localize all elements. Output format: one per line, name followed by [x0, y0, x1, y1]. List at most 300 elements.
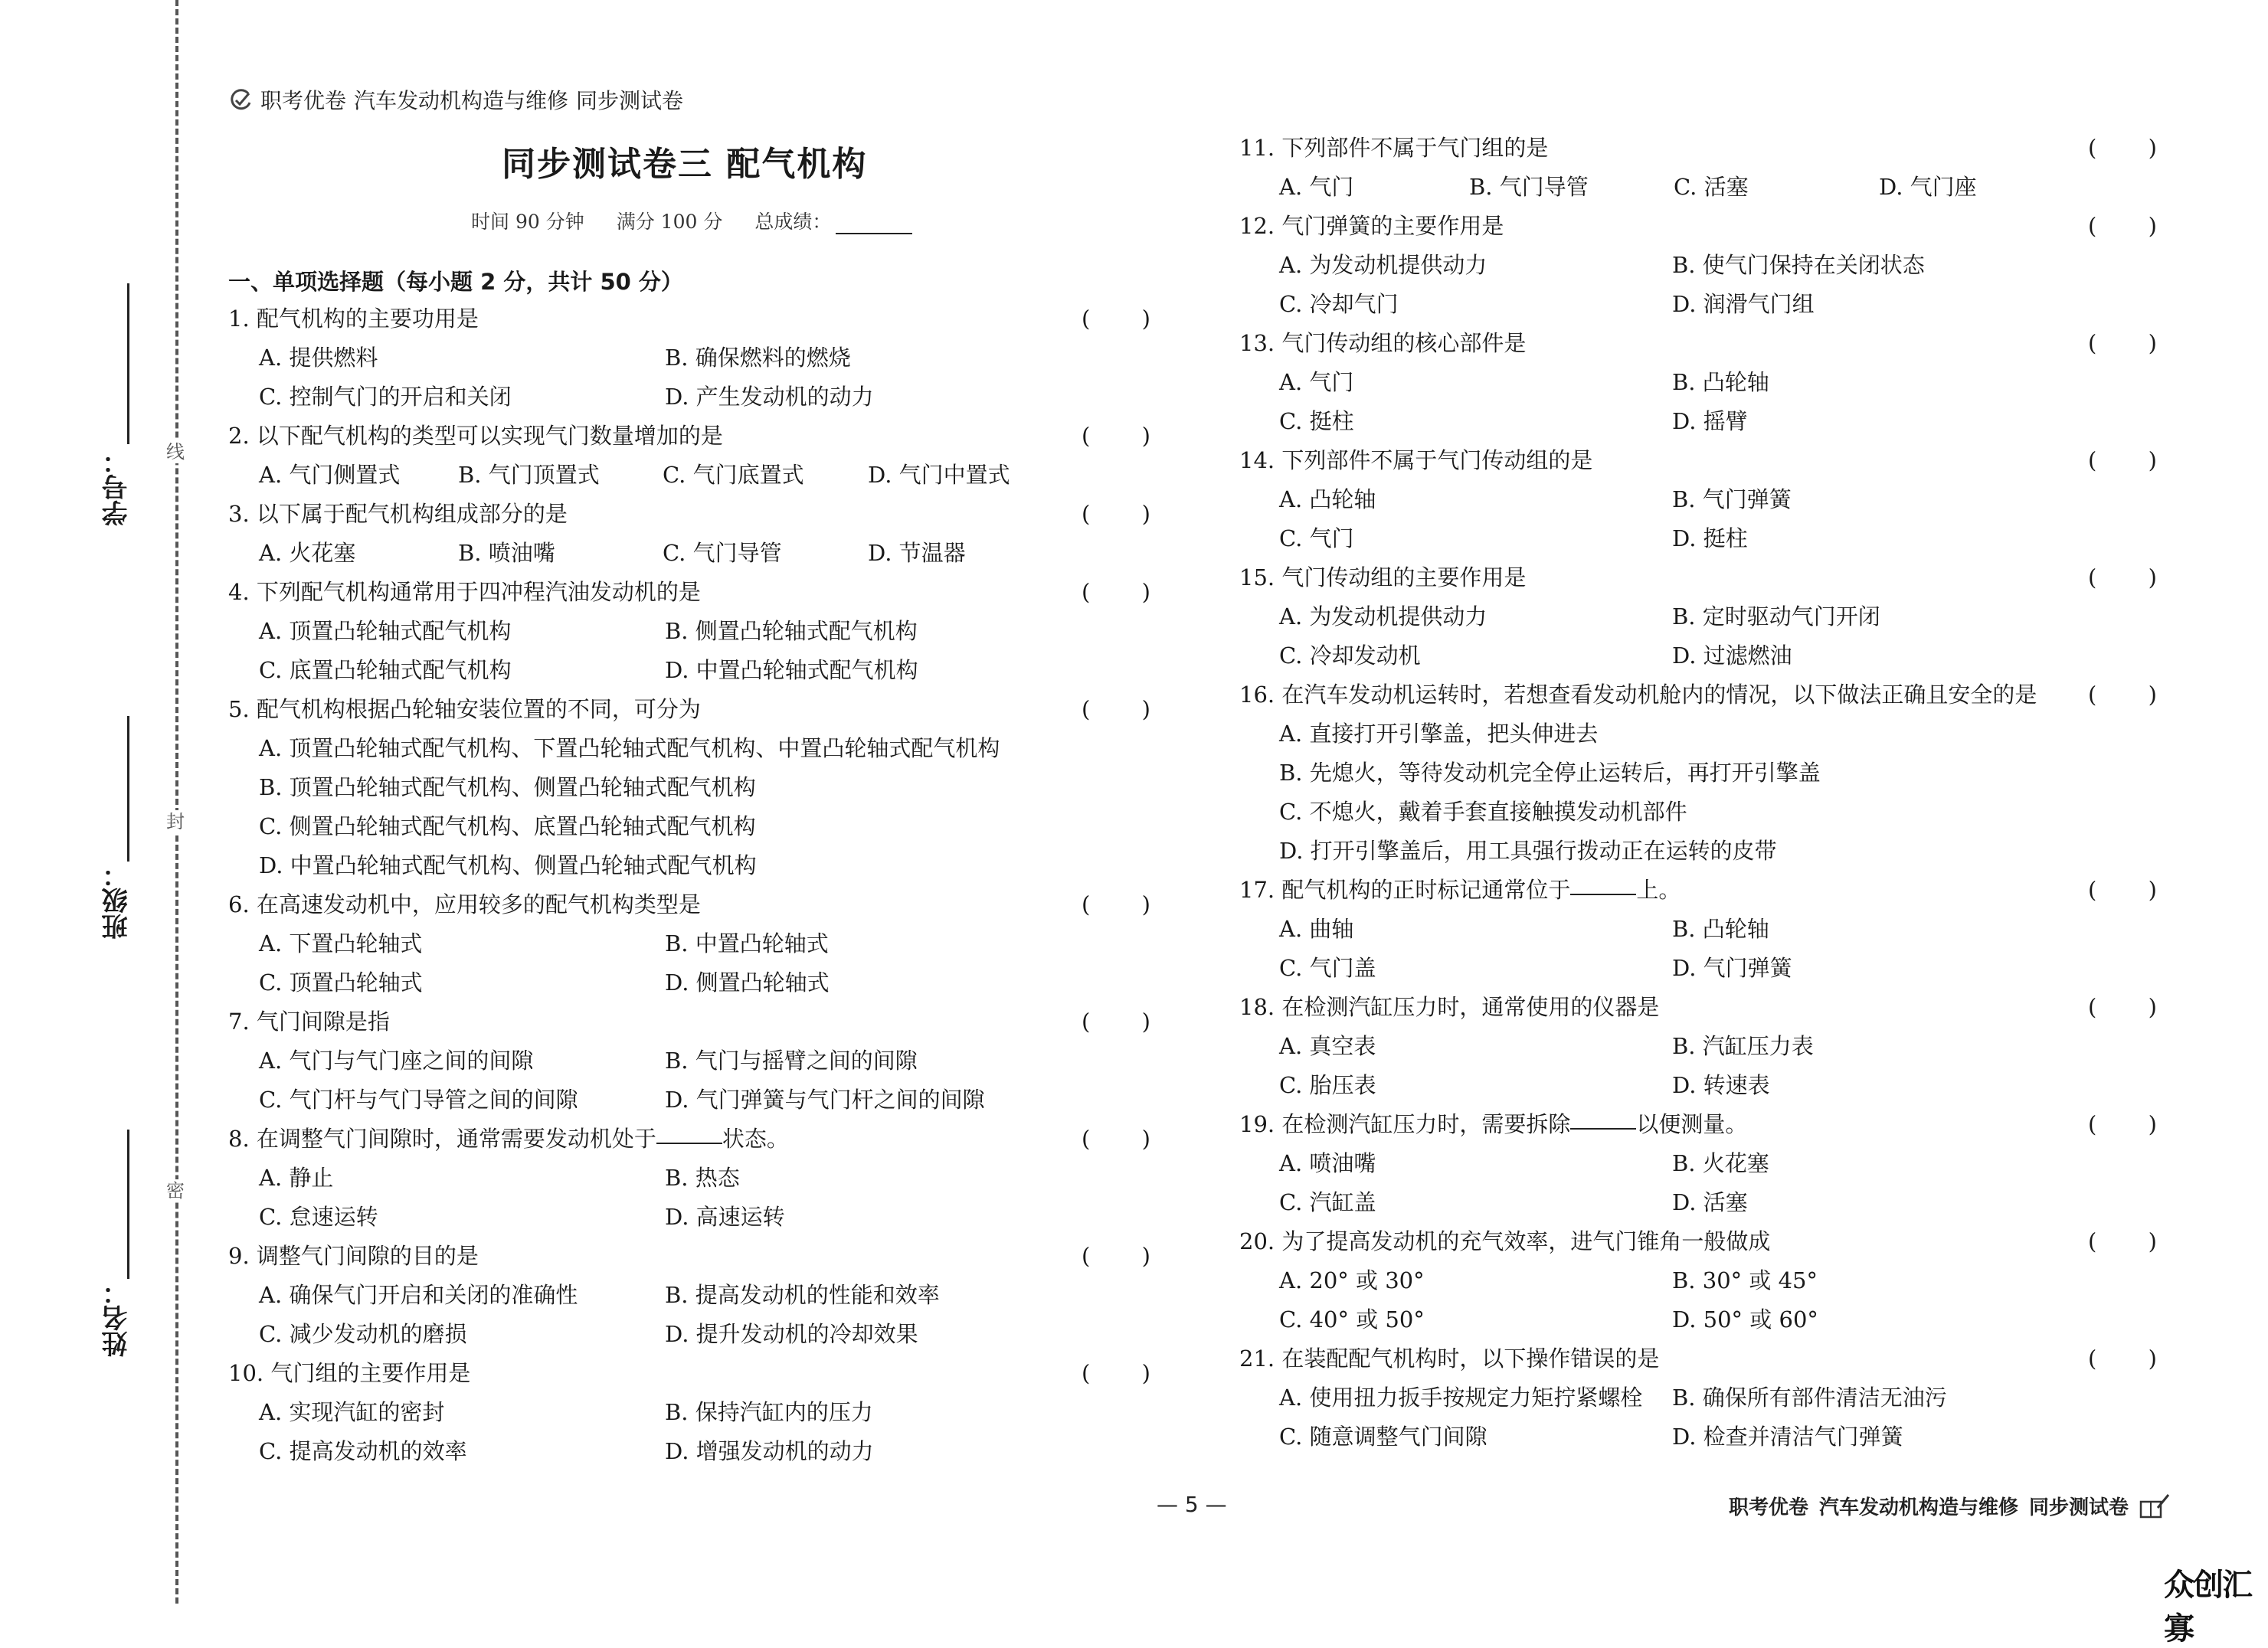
option-B[interactable]: B. 凸轮轴	[1672, 916, 1769, 942]
option-B[interactable]: B. 提高发动机的性能和效率	[665, 1282, 940, 1308]
option-row	[228, 1159, 1158, 1198]
option-row	[1239, 636, 2165, 675]
option-row	[1239, 285, 2165, 324]
answer-paren-close: )	[2148, 1228, 2157, 1254]
question-number: 15.	[1239, 564, 1275, 590]
question-stem	[1239, 1105, 2165, 1144]
answer-box[interactable]	[2088, 558, 2157, 597]
question-number: 18.	[1239, 994, 1275, 1020]
answer-box[interactable]	[1082, 495, 1150, 534]
answer-paren-close: )	[1141, 579, 1150, 605]
option-A[interactable]: A. 火花塞	[259, 540, 356, 566]
option-C[interactable]: C. 挺柱	[1279, 408, 1354, 434]
question-stem	[1239, 988, 2165, 1027]
answer-paren-close: )	[2148, 135, 2157, 161]
option-row	[228, 1276, 1158, 1315]
question-text: 气门组的主要作用是	[270, 1360, 471, 1386]
option-A[interactable]: A. 确保气门开启和关闭的准确性	[259, 1282, 578, 1308]
question-number: 5.	[228, 696, 250, 722]
answer-paren-close: )	[1141, 1126, 1150, 1152]
question-stem	[1239, 324, 2165, 363]
question-6	[228, 885, 1158, 1002]
option-row	[228, 534, 1158, 573]
option-A[interactable]: A. 实现汽缸的密封	[259, 1399, 445, 1425]
page-header	[228, 84, 683, 115]
option-A[interactable]: A. 为发动机提供动力	[1279, 252, 1487, 278]
answer-paren-open: (	[2088, 564, 2097, 590]
margin-mark-xian: 线	[164, 440, 187, 463]
option-A[interactable]: A. 下置凸轮轴式	[259, 930, 423, 956]
answer-paren-close: )	[1141, 423, 1150, 449]
option-B[interactable]: B. 气门弹簧	[1672, 486, 1792, 512]
question-stem	[1239, 871, 2165, 910]
option-D[interactable]: D. 产生发动机的动力	[665, 384, 874, 410]
answer-paren-close: )	[1141, 891, 1150, 917]
question-number: 2.	[228, 423, 250, 449]
question-number: 4.	[228, 579, 250, 605]
answer-box[interactable]	[2088, 1105, 2157, 1144]
option-C[interactable]: C. 冷却气门	[1279, 291, 1399, 317]
option-C[interactable]: C. 活塞	[1674, 174, 1749, 200]
question-17	[1239, 871, 2165, 988]
answer-paren-close: )	[2148, 564, 2157, 590]
header-brand: 职考优卷	[260, 88, 347, 113]
option-C[interactable]: C. 气门导管	[663, 540, 782, 566]
option-row	[1239, 910, 2165, 949]
answer-box[interactable]	[2088, 324, 2157, 363]
question-12	[1239, 207, 2165, 324]
question-stem	[1239, 129, 2165, 168]
question-14	[1239, 441, 2165, 558]
footer-course: 汽车发动机构造与维修	[1819, 1496, 2019, 1519]
option-B[interactable]: B. 气门导管	[1469, 174, 1589, 200]
question-stem	[1239, 207, 2165, 246]
binding-dashed-line	[175, 0, 178, 1604]
question-text: 以下属于配气机构组成部分的是	[256, 501, 568, 527]
option-B[interactable]: B. 喷油嘴	[458, 540, 555, 566]
question-text: 气门传动组的核心部件是	[1281, 330, 1527, 356]
option-row	[1239, 1066, 2165, 1105]
option-C[interactable]: C. 气门杆与气门导管之间的间隙	[259, 1087, 578, 1113]
option-A[interactable]: A. 气门与气门座之间的间隙	[259, 1048, 534, 1074]
answer-paren-open: (	[1082, 1243, 1091, 1269]
option-D[interactable]: D. 打开引擎盖后，用工具强行拨动正在运转的皮带	[1279, 838, 1777, 864]
answer-paren-open: (	[2088, 447, 2097, 473]
header-kind: 同步测试卷	[576, 88, 684, 113]
option-row	[1239, 793, 2165, 832]
option-A[interactable]: A. 气门侧置式	[259, 462, 401, 488]
answer-paren-close: )	[2148, 682, 2157, 708]
option-D[interactable]: D. 气门座	[1879, 174, 1977, 200]
answer-paren-close: )	[2148, 877, 2157, 903]
option-row	[228, 846, 1158, 885]
option-row	[1239, 168, 2165, 207]
question-text: 下列部件不属于气门传动组的是	[1281, 447, 1593, 473]
footer-title	[1729, 1492, 2170, 1520]
option-C[interactable]: C. 底置凸轮轴式配气机构	[259, 657, 512, 683]
answer-box[interactable]	[1082, 1237, 1150, 1276]
question-text: 下列配气机构通常用于四冲程汽油发动机的是	[256, 579, 701, 605]
option-C[interactable]: C. 气门盖	[1279, 955, 1376, 981]
option-D[interactable]: D. 气门弹簧与气门杆之间的间隙	[665, 1087, 985, 1113]
option-row	[1239, 519, 2165, 558]
answer-paren-open: (	[1082, 306, 1091, 332]
option-A[interactable]: A. 直接打开引擎盖，把头伸进去	[1279, 721, 1599, 747]
question-number: 7.	[228, 1009, 250, 1035]
question-number: 17.	[1239, 877, 1275, 903]
option-row	[228, 768, 1158, 807]
question-number: 8.	[228, 1126, 250, 1152]
option-B[interactable]: B. 顶置凸轮轴式配气机构、侧置凸轮轴式配气机构	[259, 774, 756, 800]
fill-in-blank[interactable]	[1570, 1105, 1636, 1130]
question-4	[228, 573, 1158, 690]
question-15	[1239, 558, 2165, 675]
class-label: 班级：	[102, 862, 133, 940]
question-10	[228, 1354, 1158, 1471]
answer-box[interactable]	[2088, 207, 2157, 246]
question-number: 13.	[1239, 330, 1275, 356]
question-text: 以下配气机构的类型可以实现气门数量增加的是	[256, 423, 723, 449]
question-stem	[1239, 558, 2165, 597]
footer-kind: 同步测试卷	[2029, 1496, 2129, 1519]
question-stem	[1239, 441, 2165, 480]
question-number: 21.	[1239, 1346, 1275, 1372]
option-C[interactable]: C. 侧置凸轮轴式配气机构、底置凸轮轴式配气机构	[259, 813, 756, 839]
brand-logo-icon	[228, 87, 253, 112]
answer-paren-close: )	[2148, 447, 2157, 473]
answer-paren-close: )	[1141, 306, 1150, 332]
option-B[interactable]: B. 气门顶置式	[458, 462, 600, 488]
answer-box[interactable]	[2088, 1339, 2157, 1378]
answer-box[interactable]	[1082, 1002, 1150, 1041]
option-B[interactable]: B. 确保燃料的燃烧	[665, 345, 851, 371]
option-row	[228, 651, 1158, 690]
option-B[interactable]: B. 30° 或 45°	[1672, 1267, 1818, 1293]
answer-box[interactable]	[1082, 1120, 1150, 1159]
option-D[interactable]: D. 过滤燃油	[1672, 643, 1792, 669]
option-row	[1239, 1378, 2165, 1417]
question-text: 为了提高发动机的充气效率，进气门锥角一般做成	[1281, 1228, 1771, 1254]
option-row	[228, 1041, 1158, 1081]
total-score-blank[interactable]	[836, 216, 912, 234]
answer-paren-open: (	[2088, 1111, 2097, 1137]
option-C[interactable]: C. 不熄火，戴着手套直接触摸发动机部件	[1279, 799, 1687, 825]
question-9	[228, 1237, 1158, 1354]
question-11	[1239, 129, 2165, 207]
question-stem	[1239, 1339, 2165, 1378]
option-B[interactable]: B. 热态	[665, 1165, 740, 1191]
option-D[interactable]: D. 中置凸轮轴式配气机构	[665, 657, 918, 683]
option-C[interactable]: C. 怠速运转	[259, 1204, 378, 1230]
option-A[interactable]: A. 顶置凸轮轴式配气机构	[259, 618, 512, 644]
option-A[interactable]: A. 气门	[1279, 369, 1354, 395]
margin-mark-mi: 密	[164, 1179, 187, 1202]
question-1	[228, 299, 1158, 417]
option-row	[1239, 1144, 2165, 1183]
answer-paren-open: (	[1082, 1009, 1091, 1035]
answer-paren-close: )	[2148, 1111, 2157, 1137]
answer-box[interactable]	[1082, 573, 1150, 612]
option-D[interactable]: D. 提升发动机的冷却效果	[665, 1321, 918, 1347]
option-row	[228, 807, 1158, 846]
question-text: 气门传动组的主要作用是	[1281, 564, 1527, 590]
question-text: 气门弹簧的主要作用是	[1281, 213, 1504, 239]
option-B[interactable]: B. 先熄火，等待发动机完全停止运转后，再打开引擎盖	[1279, 760, 1821, 786]
option-row	[1239, 1183, 2165, 1222]
question-text: 下列部件不属于气门组的是	[1281, 135, 1549, 161]
answer-box[interactable]	[1082, 299, 1150, 338]
question-number: 10.	[228, 1360, 264, 1386]
question-text: 在装配配气机构时，以下操作错误的是	[1281, 1346, 1660, 1372]
question-number: 6.	[228, 891, 250, 917]
answer-box[interactable]	[1082, 1354, 1150, 1393]
option-B[interactable]: B. 汽缸压力表	[1672, 1033, 1814, 1059]
option-row	[228, 456, 1158, 495]
footer-brand: 职考优卷	[1729, 1496, 1809, 1519]
option-C[interactable]: C. 控制气门的开启和关闭	[259, 384, 512, 410]
answer-paren-open: (	[2088, 330, 2097, 356]
student-id-line	[127, 283, 129, 444]
question-stem	[228, 495, 1158, 534]
question-13	[1239, 324, 2165, 441]
option-B[interactable]: B. 定时驱动气门开闭	[1672, 603, 1880, 629]
answer-box[interactable]	[1082, 885, 1150, 924]
question-16	[1239, 675, 2165, 871]
fill-in-blank[interactable]	[1570, 871, 1636, 895]
answer-box[interactable]	[2088, 1222, 2157, 1261]
option-B[interactable]: B. 确保所有部件清洁无油污	[1672, 1385, 1947, 1411]
option-A[interactable]: A. 20° 或 30°	[1279, 1267, 1425, 1293]
book-pen-icon	[2139, 1493, 2170, 1520]
answer-paren-close: )	[2148, 1346, 2157, 1372]
option-B[interactable]: B. 使气门保持在关闭状态	[1672, 252, 1925, 278]
question-number: 12.	[1239, 213, 1275, 239]
answer-paren-open: (	[1082, 891, 1091, 917]
exam-meta	[471, 207, 912, 234]
question-stem	[1239, 675, 2165, 714]
answer-paren-open: (	[2088, 1346, 2097, 1372]
option-A[interactable]: A. 提供燃料	[259, 345, 378, 371]
question-text: 调整气门间隙的目的是	[256, 1243, 479, 1269]
option-A[interactable]: A. 喷油嘴	[1279, 1150, 1376, 1176]
option-row	[1239, 1417, 2165, 1457]
option-row	[1239, 597, 2165, 636]
option-D[interactable]: D. 检查并清洁气门弹簧	[1672, 1424, 1903, 1450]
header-course: 汽车发动机构造与维修	[354, 88, 569, 113]
answer-paren-open: (	[1082, 1360, 1091, 1386]
name-line	[127, 1130, 129, 1279]
option-C[interactable]: C. 胎压表	[1279, 1072, 1376, 1098]
answer-box[interactable]	[1082, 690, 1150, 729]
answer-box[interactable]	[1082, 417, 1150, 456]
answer-paren-close: )	[1141, 1009, 1150, 1035]
question-stem	[228, 1002, 1158, 1041]
page-number: — 5 —	[1157, 1492, 1227, 1517]
question-number: 9.	[228, 1243, 250, 1269]
question-text: 在汽车发动机运转时，若想查看发动机舱内的情况，以下做法正确且安全的是	[1281, 682, 2037, 708]
answer-paren-close: )	[2148, 330, 2157, 356]
question-5	[228, 690, 1158, 885]
total-score-label: 总成绩：	[754, 211, 832, 233]
option-row	[228, 1081, 1158, 1120]
margin-mark-feng: 封	[164, 810, 187, 833]
option-row	[1239, 480, 2165, 519]
question-number: 11.	[1239, 135, 1275, 161]
option-B[interactable]: B. 保持汽缸内的压力	[665, 1399, 873, 1425]
question-number: 20.	[1239, 1228, 1275, 1254]
option-B[interactable]: B. 侧置凸轮轴式配气机构	[665, 618, 918, 644]
answer-paren-close: )	[1141, 501, 1150, 527]
option-D[interactable]: D. 润滑气门组	[1672, 291, 1815, 317]
section-title: 一、单项选择题（每小题 2 分，共计 50 分）	[228, 269, 683, 295]
option-row	[1239, 832, 2165, 871]
answer-box[interactable]	[2088, 988, 2157, 1027]
option-A[interactable]: A. 凸轮轴	[1279, 486, 1376, 512]
option-D[interactable]: D. 节温器	[868, 540, 966, 566]
option-A[interactable]: A. 气门	[1279, 174, 1354, 200]
option-row	[1239, 402, 2165, 441]
option-row	[1239, 754, 2165, 793]
option-row	[228, 1198, 1158, 1237]
question-stem	[1239, 1222, 2165, 1261]
question-stem	[228, 1354, 1158, 1393]
total-score	[754, 207, 912, 234]
option-row	[228, 963, 1158, 1002]
question-number: 3.	[228, 501, 250, 527]
option-row	[1239, 1261, 2165, 1300]
question-2	[228, 417, 1158, 495]
option-row	[228, 1432, 1158, 1471]
question-text: 气门间隙是指	[256, 1009, 390, 1035]
answer-paren-close: )	[1141, 696, 1150, 722]
question-text-pre: 在检测汽缸压力时，需要拆除	[1281, 1111, 1571, 1137]
question-text: 在检测汽缸压力时，通常使用的仪器是	[1281, 994, 1660, 1020]
option-row	[228, 729, 1158, 768]
answer-paren-open: (	[2088, 994, 2097, 1020]
option-D[interactable]: D. 挺柱	[1672, 525, 1748, 551]
option-D[interactable]: D. 50° 或 60°	[1672, 1306, 1818, 1332]
option-B[interactable]: B. 中置凸轮轴式	[665, 930, 829, 956]
answer-paren-open: (	[2088, 213, 2097, 239]
option-A[interactable]: A. 真空表	[1279, 1033, 1376, 1059]
question-21	[1239, 1339, 2165, 1457]
option-row	[1239, 949, 2165, 988]
answer-box[interactable]	[2088, 675, 2157, 714]
answer-paren-open: (	[1082, 696, 1091, 722]
option-D[interactable]: D. 增强发动机的动力	[665, 1438, 874, 1464]
option-A[interactable]: A. 使用扭力扳手按规定力矩拧紧螺栓	[1279, 1385, 1643, 1411]
answer-paren-open: (	[2088, 682, 2097, 708]
option-D[interactable]: D. 气门弹簧	[1672, 955, 1792, 981]
option-row	[1239, 1027, 2165, 1066]
option-D[interactable]: D. 气门中置式	[868, 462, 1010, 488]
question-7	[228, 1002, 1158, 1120]
answer-paren-open: (	[1082, 1126, 1091, 1152]
answer-paren-open: (	[1082, 423, 1091, 449]
question-stem	[228, 573, 1158, 612]
option-C[interactable]: C. 气门	[1279, 525, 1354, 551]
question-number: 16.	[1239, 682, 1275, 708]
option-C[interactable]: C. 汽缸盖	[1279, 1189, 1376, 1215]
answer-paren-close: )	[1141, 1360, 1150, 1386]
option-row	[1239, 1300, 2165, 1339]
option-D[interactable]: D. 侧置凸轮轴式	[665, 970, 830, 996]
option-D[interactable]: D. 活塞	[1672, 1189, 1748, 1215]
question-text-post: 以便测量。	[1636, 1111, 1748, 1137]
question-text-pre: 在调整气门间隙时，通常需要发动机处于	[256, 1126, 656, 1152]
option-row	[228, 338, 1158, 378]
class-line	[127, 716, 129, 862]
question-number: 19.	[1239, 1111, 1275, 1137]
question-number: 14.	[1239, 447, 1275, 473]
question-stem	[228, 885, 1158, 924]
option-C[interactable]: C. 提高发动机的效率	[259, 1438, 467, 1464]
option-C[interactable]: C. 减少发动机的磨损	[259, 1321, 467, 1347]
fill-in-blank[interactable]	[656, 1120, 722, 1144]
name-label: 姓名：	[102, 1279, 133, 1357]
question-stem	[228, 1237, 1158, 1276]
option-C[interactable]: C. 40° 或 50°	[1279, 1306, 1425, 1332]
option-row	[228, 378, 1158, 417]
answer-box[interactable]	[2088, 871, 2157, 910]
option-row	[228, 924, 1158, 963]
option-C[interactable]: C. 气门底置式	[663, 462, 804, 488]
answer-box[interactable]	[2088, 129, 2157, 168]
option-D[interactable]: D. 中置凸轮轴式配气机构、侧置凸轮轴式配气机构	[259, 852, 757, 878]
student-id-label: 学号：	[102, 448, 133, 526]
question-stem	[228, 417, 1158, 456]
option-D[interactable]: D. 摇臂	[1672, 408, 1748, 434]
question-number: 1.	[228, 306, 250, 332]
question-text-pre: 配气机构的正时标记通常位于	[1281, 877, 1571, 903]
option-D[interactable]: D. 高速运转	[665, 1204, 785, 1230]
option-D[interactable]: D. 转速表	[1672, 1072, 1770, 1098]
option-row	[228, 612, 1158, 651]
option-row	[228, 1315, 1158, 1354]
option-B[interactable]: B. 气门与摇臂之间的间隙	[665, 1048, 918, 1074]
question-stem	[228, 1120, 1158, 1159]
answer-paren-close: )	[1141, 1243, 1150, 1269]
answer-box[interactable]	[2088, 441, 2157, 480]
question-stem	[228, 690, 1158, 729]
question-text: 在高速发动机中，应用较多的配气机构类型是	[256, 891, 701, 917]
question-text-post: 上。	[1636, 877, 1681, 903]
watermark-logo: 众创汇寡	[2164, 1568, 2251, 1646]
option-C[interactable]: C. 随意调整气门间隙	[1279, 1424, 1487, 1450]
question-3	[228, 495, 1158, 573]
option-C[interactable]: C. 冷却发动机	[1279, 643, 1421, 669]
answer-paren-open: (	[1082, 579, 1091, 605]
option-A[interactable]: A. 为发动机提供动力	[1279, 603, 1487, 629]
option-B[interactable]: B. 凸轮轴	[1672, 369, 1769, 395]
exam-full-score: 满分 100 分	[616, 211, 723, 233]
question-20	[1239, 1222, 2165, 1339]
answer-paren-close: )	[2148, 994, 2157, 1020]
option-C[interactable]: C. 顶置凸轮轴式	[259, 970, 423, 996]
question-stem	[228, 299, 1158, 338]
option-A[interactable]: A. 曲轴	[1279, 916, 1354, 942]
question-text: 配气机构根据凸轮轴安装位置的不同，可分为	[256, 696, 701, 722]
option-B[interactable]: B. 火花塞	[1672, 1150, 1769, 1176]
exam-time: 时间 90 分钟	[471, 211, 584, 233]
option-A[interactable]: A. 静止	[259, 1165, 334, 1191]
option-A[interactable]: A. 顶置凸轮轴式配气机构、下置凸轮轴式配气机构、中置凸轮轴式配气机构	[259, 735, 1000, 761]
answer-paren-open: (	[2088, 1228, 2097, 1254]
question-8	[228, 1120, 1158, 1237]
question-18	[1239, 988, 2165, 1105]
option-row	[1239, 246, 2165, 285]
question-text-post: 状态。	[722, 1126, 789, 1152]
